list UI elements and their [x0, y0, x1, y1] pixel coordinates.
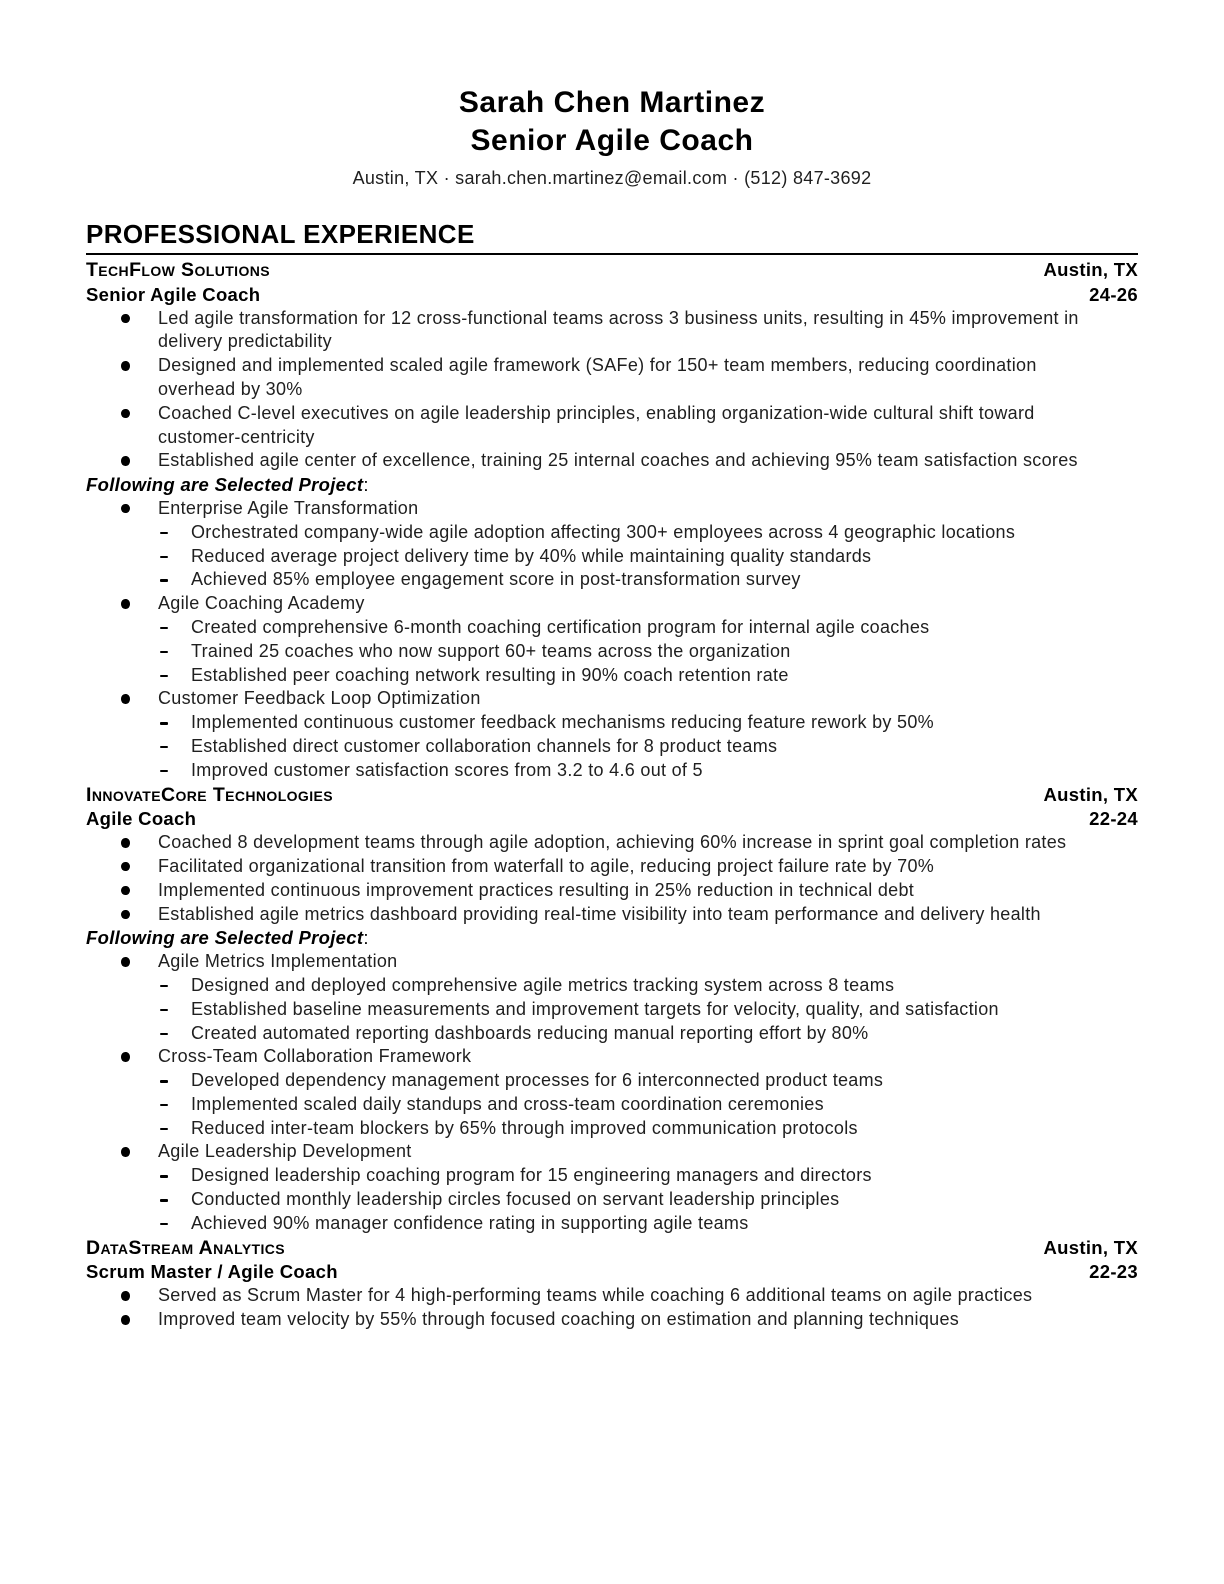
projects-label — [86, 473, 1138, 497]
role-dates: 24-26 — [1089, 283, 1138, 305]
dash-icon — [160, 556, 168, 559]
bullet-list — [86, 831, 1138, 926]
subitem-text: Established direct customer collaboration channels for 8 product teams — [191, 735, 778, 756]
bullet-text: Established agile center of excellence, training 25 internal coaches and achieving 95% team satisfaction scores — [158, 450, 1078, 471]
company-name: DataStream Analytics — [86, 1236, 286, 1259]
subitem-text: Orchestrated company-wide agile adoption affecting 300+ employees across 4 geographic locations — [191, 521, 1016, 542]
subitem-text: Established peer coaching network resulting in 90% coach retention rate — [191, 664, 789, 685]
bullet-item — [158, 879, 1108, 903]
project-name: Agile Leadership Development — [158, 1141, 412, 1162]
dash-icon — [160, 1223, 168, 1226]
bullet-item — [158, 831, 1108, 855]
subitem-text: Improved customer satisfaction scores from 3.2 to 4.6 out of 5 — [191, 759, 703, 780]
dash-icon — [160, 1175, 168, 1178]
company-location: Austin, TX — [1043, 259, 1138, 280]
project-subitems — [158, 974, 1108, 1045]
bullet-item — [158, 307, 1108, 355]
dash-icon — [160, 1080, 168, 1083]
role-row — [86, 1260, 1138, 1284]
subitem-text: Conducted monthly leadership circles focused on servant leadership principles — [191, 1189, 840, 1210]
project-subitem — [191, 640, 1063, 664]
bullet-text: Established agile metrics dashboard providing real-time visibility into team performance and delivery health — [158, 903, 1041, 924]
candidate-title: Senior Agile Coach — [470, 124, 754, 157]
bullet-text: Implemented continuous improvement practices resulting in 25% reduction in technical debt — [158, 879, 915, 900]
project-subitems — [158, 711, 1108, 782]
contact-line: Austin, TX · sarah.chen.martinez@email.com · (512) 847-3692 — [352, 168, 872, 188]
projects-label-text: Following are Selected Project — [86, 474, 364, 496]
project-subitem — [191, 568, 1063, 592]
bullet-item — [158, 402, 1108, 450]
subitem-text: Implemented continuous customer feedback mechanisms reducing feature rework by 50% — [191, 712, 934, 733]
bullet-text: Coached 8 development teams through agile adoption, achieving 60% increase in sprint goal completion rates — [158, 832, 1067, 853]
bullet-icon — [121, 314, 130, 324]
project-subitems — [158, 1069, 1108, 1140]
projects-label-text: Following are Selected Project — [86, 927, 364, 949]
role-dates: 22-24 — [1089, 808, 1138, 830]
role-title: Agile Coach — [86, 808, 197, 830]
subitem-text: Achieved 90% manager confidence rating in supporting agile teams — [191, 1212, 749, 1233]
bullet-icon — [121, 910, 130, 920]
project-item — [158, 1045, 1108, 1140]
dash-icon — [160, 1009, 168, 1012]
project-item — [158, 1140, 1108, 1235]
project-subitem — [191, 1093, 1063, 1117]
project-item — [158, 950, 1108, 1045]
bullet-icon — [121, 694, 130, 704]
dash-icon — [160, 651, 168, 654]
bullet-icon — [121, 1147, 130, 1157]
bullet-icon — [121, 886, 130, 896]
project-subitem — [191, 1164, 1063, 1188]
dash-icon — [160, 1033, 168, 1036]
project-item — [158, 497, 1108, 592]
bullet-icon — [121, 1052, 130, 1062]
role-row — [86, 807, 1138, 831]
company-row — [86, 258, 1138, 283]
company-location: Austin, TX — [1043, 1236, 1138, 1258]
dash-icon — [160, 532, 168, 535]
dash-icon — [160, 1199, 168, 1202]
project-subitem — [191, 545, 1063, 569]
project-subitems — [158, 1164, 1108, 1235]
bullet-icon — [121, 862, 130, 872]
projects-label-colon: : — [363, 474, 369, 496]
subitem-text: Designed and deployed comprehensive agile metrics tracking system across 8 teams — [191, 974, 895, 995]
bullet-text: Served as Scrum Master for 4 high-performing teams while coaching 6 additional teams on agile practices — [158, 1285, 1033, 1306]
project-name: Cross-Team Collaboration Framework — [158, 1046, 472, 1067]
project-name: Enterprise Agile Transformation — [158, 497, 419, 518]
projects-label — [86, 926, 1138, 950]
bullet-text: Improved team velocity by 55% through focused coaching on estimation and planning techniques — [158, 1309, 960, 1330]
bullet-icon — [121, 1315, 130, 1325]
project-subitem — [191, 1188, 1063, 1212]
job-entry — [86, 1236, 1138, 1332]
project-subitem — [191, 711, 1063, 735]
project-list — [86, 950, 1138, 1236]
subitem-text: Reduced average project delivery time by 40% while maintaining quality standards — [191, 545, 872, 566]
bullet-text: Designed and implemented scaled agile framework (SAFe) for 150+ team members, reducing coordination overhead by 30% — [158, 355, 1037, 399]
bullet-item — [158, 1308, 1108, 1332]
bullet-icon — [121, 504, 130, 514]
company-name: InnovateCore Technologies — [86, 783, 333, 806]
company-row — [86, 1236, 1138, 1261]
projects-label-colon: : — [363, 927, 369, 949]
bullet-item — [158, 1284, 1108, 1308]
role-dates: 22-23 — [1089, 1261, 1138, 1283]
project-subitems — [158, 616, 1108, 687]
dash-icon — [160, 746, 168, 749]
bullet-item — [158, 449, 1108, 473]
bullet-icon — [121, 409, 130, 419]
bullet-icon — [121, 456, 130, 466]
subitem-text: Trained 25 coaches who now support 60+ teams across the organization — [191, 640, 791, 661]
section-heading: PROFESSIONAL EXPERIENCE — [86, 221, 1138, 255]
bullet-icon — [121, 361, 130, 371]
dash-icon — [160, 675, 168, 678]
subitem-text: Established baseline measurements and improvement targets for velocity, quality, and satisfaction — [191, 998, 999, 1019]
project-subitem — [191, 1212, 1063, 1236]
subitem-text: Created automated reporting dashboards reducing manual reporting effort by 80% — [191, 1022, 869, 1043]
dash-icon — [160, 1128, 168, 1131]
dash-icon — [160, 579, 168, 582]
bullet-list — [86, 307, 1138, 474]
company-location: Austin, TX — [1043, 783, 1138, 805]
project-name: Agile Metrics Implementation — [158, 951, 398, 972]
bullet-item — [158, 903, 1108, 927]
company-name: TechFlow Solutions — [86, 259, 270, 281]
subitem-text: Reduced inter-team blockers by 65% through improved communication protocols — [191, 1117, 858, 1138]
subitem-text: Developed dependency management processes for 6 interconnected product teams — [191, 1070, 884, 1091]
bullet-icon — [121, 957, 130, 967]
job-entry — [86, 783, 1138, 1236]
project-subitem — [191, 998, 1063, 1022]
project-subitem — [191, 735, 1063, 759]
project-name: Customer Feedback Loop Optimization — [158, 688, 481, 709]
project-item — [158, 592, 1108, 687]
project-subitem — [191, 616, 1063, 640]
company-row — [86, 783, 1138, 808]
dash-icon — [160, 722, 168, 725]
project-item — [158, 687, 1108, 782]
project-subitem — [191, 521, 1063, 545]
project-subitem — [191, 1069, 1063, 1093]
project-subitem — [191, 664, 1063, 688]
bullet-icon — [121, 838, 130, 848]
dash-icon — [160, 770, 168, 773]
role-title: Senior Agile Coach — [86, 283, 261, 305]
project-subitem — [191, 1117, 1063, 1141]
bullet-icon — [121, 1291, 130, 1301]
role-row — [86, 283, 1138, 307]
subitem-text: Implemented scaled daily standups and cross-team coordination ceremonies — [191, 1093, 824, 1114]
bullet-item — [158, 855, 1108, 879]
project-subitem — [191, 974, 1063, 998]
bullet-text: Coached C-level executives on agile leadership principles, enabling organization-wide cultural shift toward customer-centricity — [158, 402, 1035, 447]
dash-icon — [160, 985, 168, 988]
dash-icon — [160, 1104, 168, 1107]
subitem-text: Designed leadership coaching program for 15 engineering managers and directors — [191, 1165, 872, 1186]
bullet-icon — [121, 599, 130, 609]
candidate-name: Sarah Chen Martinez — [458, 86, 766, 119]
bullet-list — [86, 1284, 1138, 1332]
project-subitem — [191, 1022, 1063, 1046]
bullet-text: Led agile transformation for 12 cross-functional teams across 3 business units, resulting in 45% improvement in delivery predictability — [158, 307, 1079, 352]
project-list — [86, 497, 1138, 783]
job-entry — [86, 258, 1138, 783]
dash-icon — [160, 627, 168, 630]
bullet-item — [158, 354, 1108, 402]
project-subitems — [158, 521, 1108, 592]
subitem-text: Achieved 85% employee engagement score in post-transformation survey — [191, 569, 801, 590]
project-name: Agile Coaching Academy — [158, 593, 365, 614]
role-title: Scrum Master / Agile Coach — [86, 1261, 338, 1283]
subitem-text: Created comprehensive 6-month coaching certification program for internal agile coaches — [191, 616, 930, 637]
bullet-text: Facilitated organizational transition from waterfall to agile, reducing project failure rate by 70% — [158, 855, 935, 876]
project-subitem — [191, 759, 1063, 783]
